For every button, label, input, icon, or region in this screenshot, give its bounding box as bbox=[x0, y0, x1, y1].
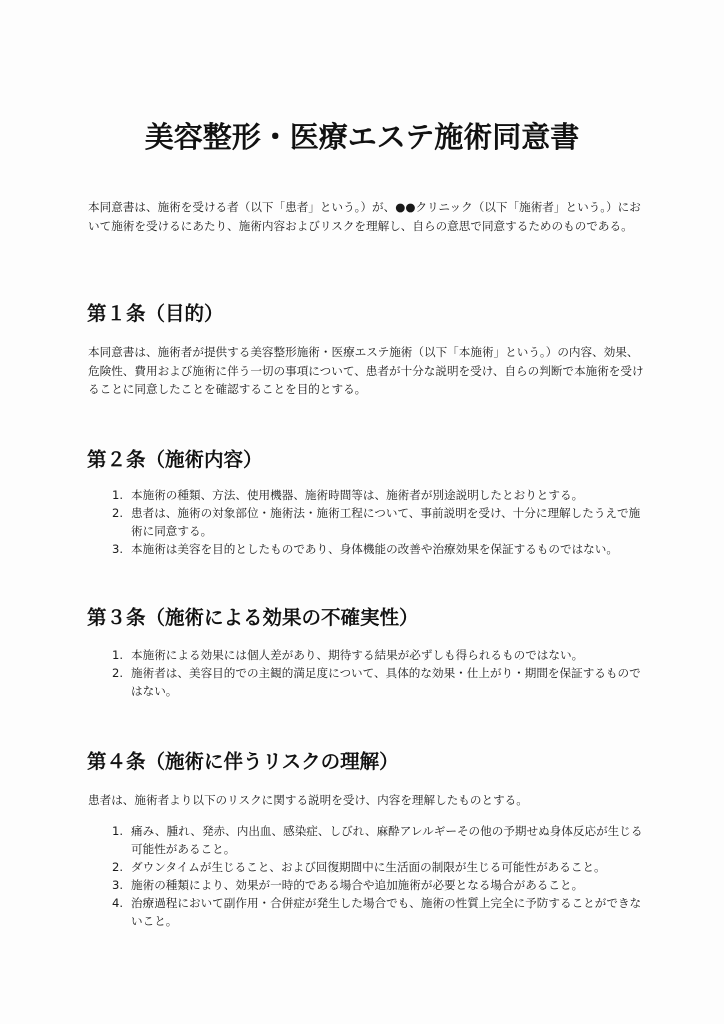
list-item bbox=[88, 876, 648, 894]
document-title: 美容整形・医療エステ施術同意書 bbox=[144, 120, 580, 154]
list-item-number: 1. bbox=[112, 824, 124, 838]
preamble-paragraph: 本同意書は、施術を受ける者（以下「患者」という。）が、●●クリニック（以下「施術者」という。）において施術を受けるにあたり、施術内容およびリスクを理解し、自らの意思で同意するためのものである。 bbox=[88, 200, 641, 233]
list-item-text: 本施術は美容を目的としたものであり、身体機能の改善や治療効果を保証するものではない。 bbox=[131, 542, 618, 556]
list-item-number: 3. bbox=[112, 542, 124, 556]
list-item-text: 痛み、腫れ、発赤、内出血、感染症、しびれ、麻酔アレルギーその他の予期せぬ身体反応が生じる可能性があること。 bbox=[131, 824, 643, 856]
article-4-body: 患者は、施術者より以下のリスクに関する説明を受け、内容を理解したものとする。 bbox=[88, 793, 528, 807]
list-item-number: 2. bbox=[112, 666, 124, 680]
list-item bbox=[88, 858, 648, 876]
article-4-heading: 第４条（施術に伴うリスクの理解） bbox=[87, 750, 399, 773]
article-2-list bbox=[88, 486, 648, 558]
list-item-number: 2. bbox=[112, 860, 124, 874]
article-3-heading: 第３条（施術による効果の不確実性） bbox=[87, 606, 419, 629]
list-item-text: ダウンタイムが生じること、および回復期間中に生活面の制限が生じる可能性があること。 bbox=[131, 860, 606, 874]
list-item-number: 3. bbox=[112, 878, 124, 892]
list-item-text: 施術の種類により、効果が一時的である場合や追加施術が必要となる場合があること。 bbox=[131, 878, 584, 892]
list-item-number: 1. bbox=[112, 648, 124, 662]
list-item bbox=[88, 540, 648, 558]
list-item bbox=[88, 504, 648, 540]
list-item-text: 本施術による効果には個人差があり、期待する結果が必ずしも得られるものではない。 bbox=[131, 648, 584, 662]
list-item-number: 4. bbox=[112, 896, 124, 910]
list-item-number: 1. bbox=[112, 488, 124, 502]
list-item bbox=[88, 822, 648, 858]
article-2-heading: 第２条（施術内容） bbox=[87, 448, 263, 471]
list-item-text: 本施術の種類、方法、使用機器、施術時間等は、施術者が別途説明したとおりとする。 bbox=[131, 488, 584, 502]
list-item bbox=[88, 664, 648, 700]
list-item-text: 患者は、施術の対象部位・施術法・施術工程について、事前説明を受け、十分に理解したうえで施術に同意する。 bbox=[131, 506, 641, 538]
list-item-text: 治療過程において副作用・合併症が発生した場合でも、施術の性質上完全に予防することができないこと。 bbox=[131, 896, 642, 928]
list-item-text: 施術者は、美容目的での主観的満足度について、具体的な効果・仕上がり・期間を保証するものではない。 bbox=[131, 666, 641, 698]
list-item bbox=[88, 646, 648, 664]
list-item bbox=[88, 486, 648, 504]
article-1-heading: 第１条（目的） bbox=[87, 302, 224, 325]
list-item bbox=[88, 894, 648, 930]
article-1-body: 本同意書は、施術者が提供する美容整形施術・医療エステ施術（以下「本施術」という。）の内容、効果、危険性、費用および施術に伴う一切の事項について、患者が十分な説明を受け、自らの判断で本施術を受けることに同意したことを確認することを目的とする。 bbox=[88, 345, 644, 396]
article-4-list bbox=[88, 822, 648, 930]
list-item-number: 2. bbox=[112, 506, 124, 520]
article-3-list bbox=[88, 646, 648, 700]
